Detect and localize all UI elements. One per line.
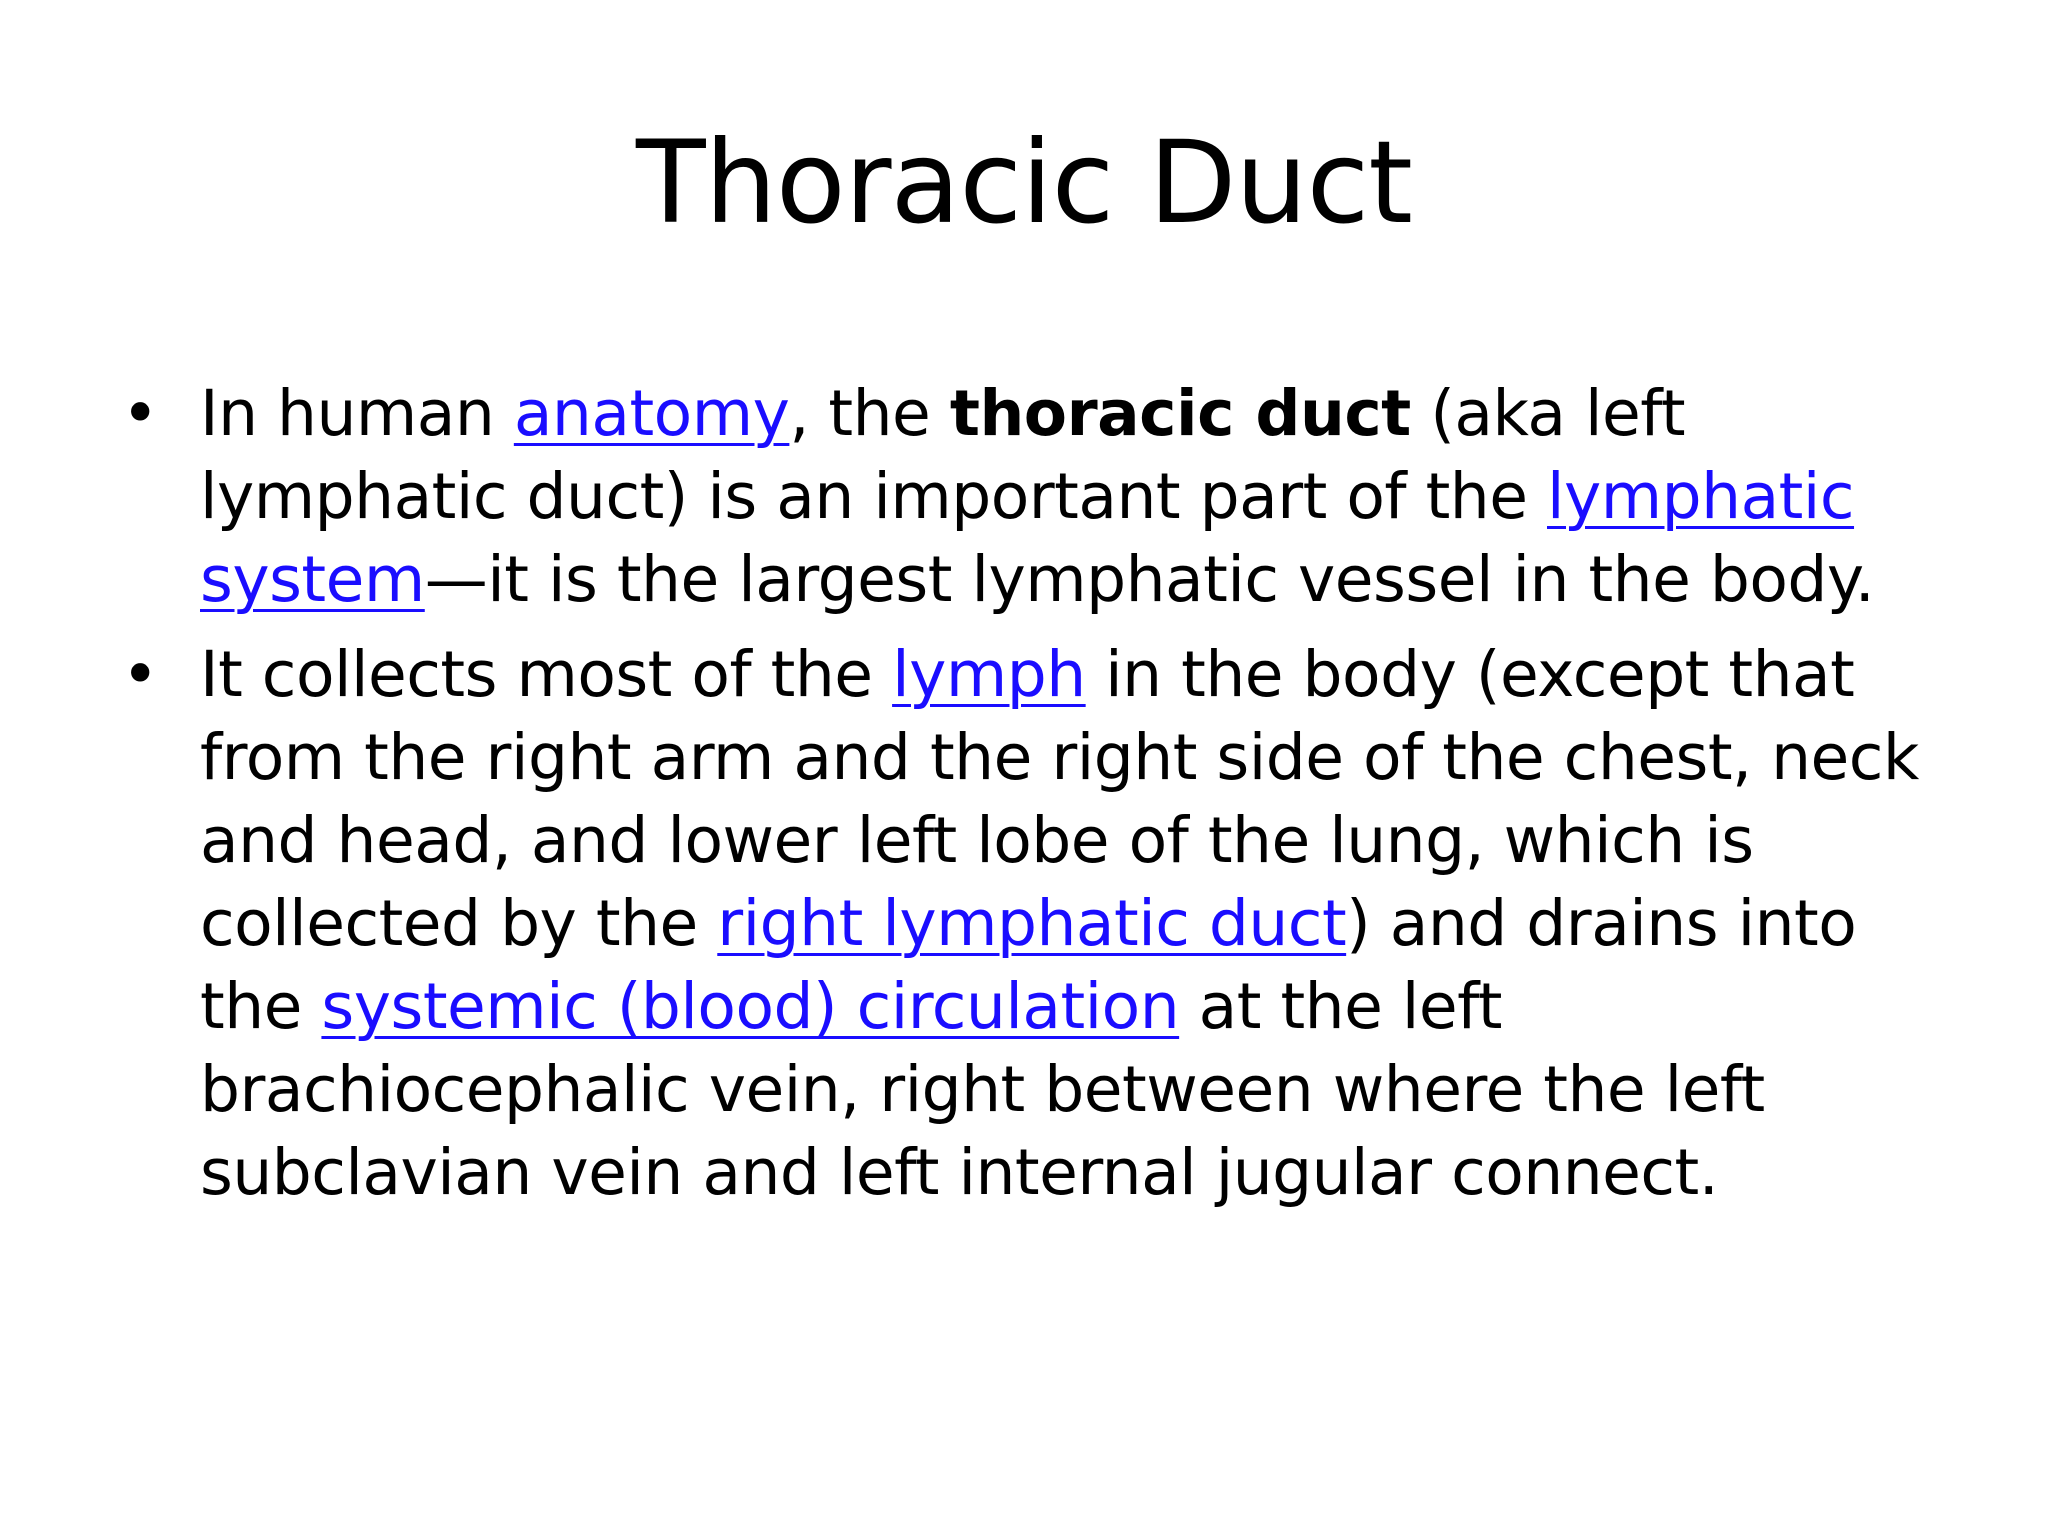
bold-thoracic-duct: thoracic duct	[949, 377, 1411, 450]
bullet-2-text-2: in the body (except that from the right arm and the right side of the chest, neck and head, and lower left lobe of the lung, which is collected by the	[200, 638, 1919, 960]
bullet-2-text-4: at the left brachiocephalic vein, right between where the left subclavian vein and left internal jugular connect.	[200, 970, 1765, 1209]
link-right-lymphatic-duct[interactable]: right lymphatic duct	[717, 887, 1347, 960]
bullet-2-text-1: It collects most of the	[200, 638, 893, 711]
bullet-list	[121, 372, 1960, 1226]
bullet-1-text-2: , the	[789, 377, 950, 450]
link-systemic-circulation[interactable]: systemic (blood) circulation	[321, 970, 1180, 1043]
link-anatomy[interactable]: anatomy	[513, 377, 790, 450]
link-lymph[interactable]: lymph	[892, 638, 1086, 711]
bullet-1-text-3: (aka left lymphatic duct) is an important part of the	[200, 377, 1686, 533]
bullet-1-text-4: —it is the largest lymphatic vessel in the body.	[424, 543, 1875, 616]
bullet-dot-icon: •	[121, 638, 159, 711]
bullet-2-text-3: ) and drains into the	[200, 887, 1857, 1043]
slide-title: Thoracic Duct	[635, 116, 1413, 249]
bullet-item-2	[121, 633, 1960, 1214]
bullet-item-1	[121, 372, 1960, 621]
bullet-dot-icon: •	[121, 377, 159, 450]
bullet-1-text-1: In human	[200, 377, 514, 450]
link-lymphatic-system[interactable]: lymphatic system	[200, 460, 1855, 616]
